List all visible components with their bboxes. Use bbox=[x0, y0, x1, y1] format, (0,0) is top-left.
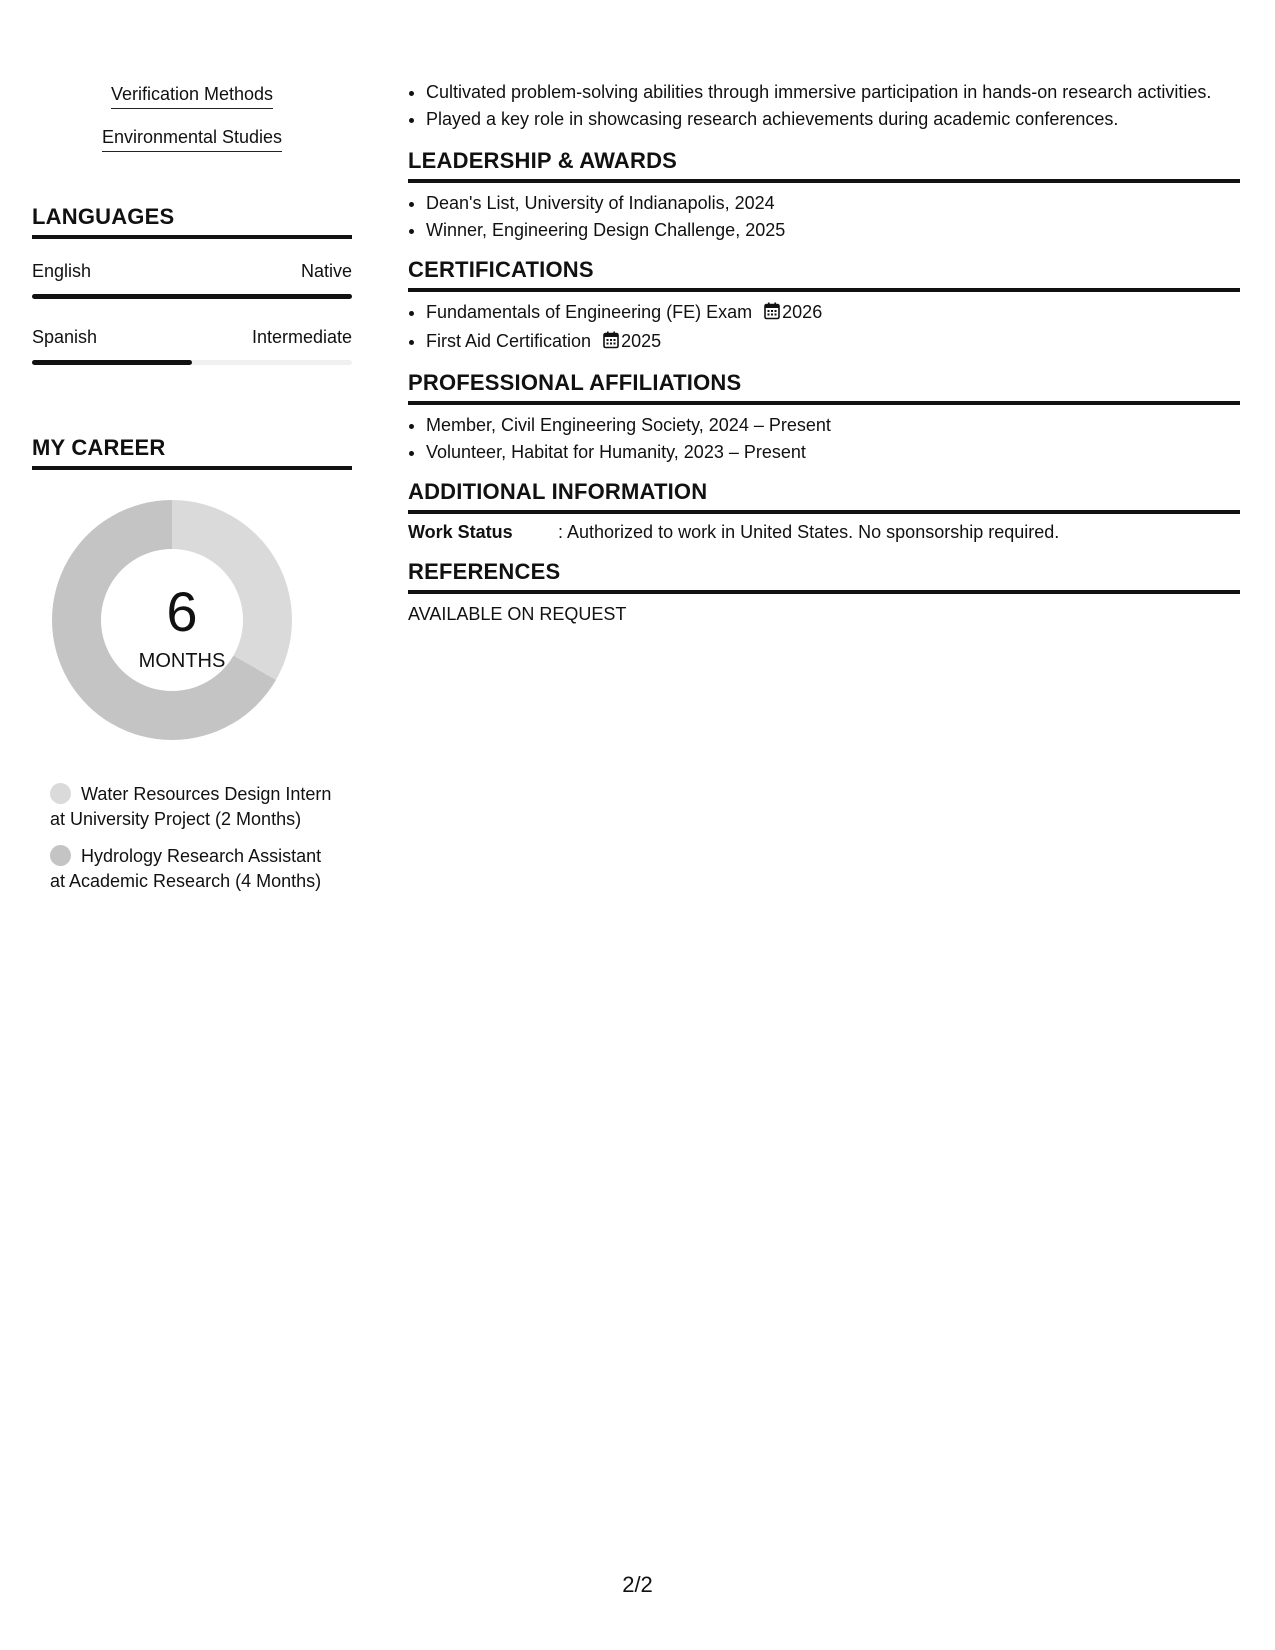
skill-item[interactable]: Environmental Studies bbox=[102, 127, 282, 152]
certification-item bbox=[426, 329, 1240, 356]
affiliations-section bbox=[408, 370, 1240, 465]
language-name: English bbox=[32, 261, 92, 281]
certification-name: First Aid Certification bbox=[426, 331, 592, 351]
references-heading: REFERENCES bbox=[408, 559, 1240, 594]
certifications-section bbox=[408, 257, 1240, 356]
leadership-item: • Dean's List, University of Indianapolis, 2024 bbox=[426, 191, 1240, 216]
languages-heading: LANGUAGES bbox=[32, 204, 352, 239]
language-proficiency-bar bbox=[32, 294, 352, 299]
career-donut-chart bbox=[52, 500, 312, 760]
language-level: Native bbox=[300, 261, 352, 281]
leadership-heading: LEADERSHIP & AWARDS bbox=[408, 148, 1240, 183]
references-section bbox=[408, 559, 1240, 625]
certifications-heading: CERTIFICATIONS bbox=[408, 257, 1240, 292]
affiliation-item: • Member, Civil Engineering Society, 2024 – Present bbox=[426, 413, 1240, 438]
career-total-months: 6 bbox=[166, 580, 198, 643]
language-proficiency-bar bbox=[32, 360, 352, 365]
work-status-value: : Authorized to work in United States. No sponsorship required. bbox=[558, 522, 1060, 542]
language-level: Intermediate bbox=[251, 327, 352, 347]
skill-item[interactable]: Verification Methods bbox=[111, 84, 273, 109]
languages-section bbox=[32, 204, 352, 365]
career-legend bbox=[50, 782, 335, 894]
additional-info-heading: ADDITIONAL INFORMATION bbox=[408, 479, 1240, 514]
language-entry bbox=[32, 261, 352, 299]
certification-item bbox=[426, 300, 1240, 327]
language-proficiency-fill bbox=[32, 360, 192, 365]
additional-info-section bbox=[408, 479, 1240, 543]
references-text: AVAILABLE ON REQUEST bbox=[408, 604, 627, 624]
career-legend-item bbox=[50, 844, 335, 894]
leadership-item: • Winner, Engineering Design Challenge, 2025 bbox=[426, 218, 1240, 243]
career-legend-label: Hydrology Research Assistant at Academic Research (4 Months) bbox=[50, 846, 322, 891]
certification-name: Fundamentals of Engineering (FE) Exam bbox=[426, 302, 753, 322]
language-proficiency-fill bbox=[32, 294, 352, 299]
language-name: Spanish bbox=[32, 327, 98, 347]
research-bullets bbox=[408, 80, 1240, 132]
work-status-label: Work Status bbox=[408, 522, 513, 542]
calendar-icon bbox=[603, 331, 619, 356]
career-heading: MY CAREER bbox=[32, 435, 352, 470]
certification-year: 2025 bbox=[621, 331, 662, 351]
main-content bbox=[408, 80, 1240, 625]
page-number: 2/2 bbox=[622, 1572, 653, 1597]
language-entry bbox=[32, 327, 352, 365]
career-total-unit: MONTHS bbox=[138, 650, 226, 672]
career-legend-item bbox=[50, 782, 335, 832]
research-bullet: • Cultivated problem-solving abilities through immersive participation in hands-on research activities. bbox=[426, 80, 1240, 105]
career-section bbox=[32, 435, 352, 894]
skills-list bbox=[32, 84, 352, 152]
affiliation-item: • Volunteer, Habitat for Humanity, 2023 – Present bbox=[426, 440, 1240, 465]
sidebar bbox=[32, 84, 352, 906]
calendar-icon bbox=[764, 302, 780, 327]
legend-dot-icon bbox=[50, 783, 71, 804]
research-bullet: • Played a key role in showcasing research achievements during academic conferences. bbox=[426, 107, 1240, 132]
work-status-row bbox=[408, 522, 1240, 543]
certification-year: 2026 bbox=[782, 302, 823, 322]
affiliations-heading: PROFESSIONAL AFFILIATIONS bbox=[408, 370, 1240, 405]
legend-dot-icon bbox=[50, 845, 71, 866]
career-legend-label: Water Resources Design Intern at University Project (2 Months) bbox=[50, 784, 332, 829]
leadership-section bbox=[408, 148, 1240, 243]
